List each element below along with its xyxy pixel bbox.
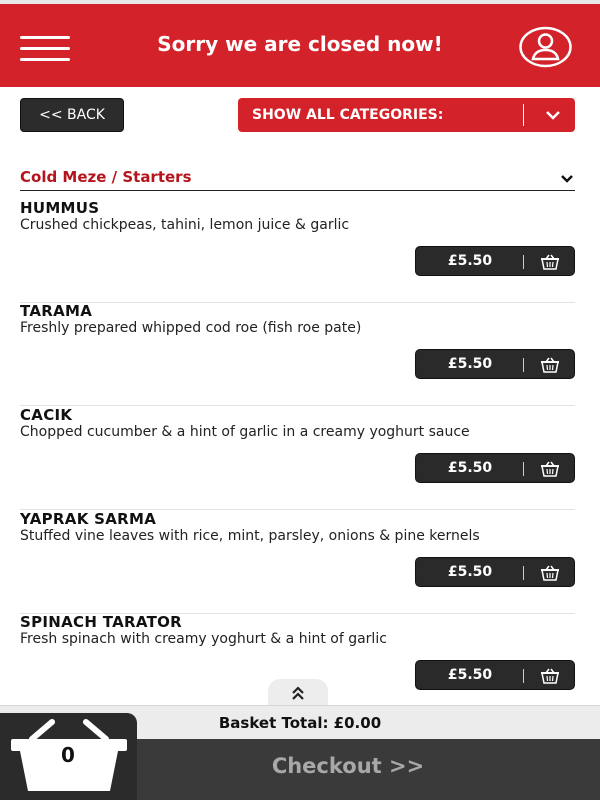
menu-item-name: YAPRAK SARMA [20, 510, 157, 528]
menu-item-description: Crushed chickpeas, tahini, lemon juice & garlic [20, 217, 350, 233]
basket-widget[interactable] [0, 713, 137, 800]
category-section-header[interactable] [20, 166, 575, 191]
dropdown-divider [523, 104, 524, 126]
basket-icon [540, 357, 560, 373]
menu-item-price: £5.50 [447, 356, 493, 372]
chevron-down-icon [559, 170, 575, 186]
add-to-basket-button[interactable] [415, 349, 575, 379]
menu-item-price: £5.50 [447, 253, 493, 269]
menu-item [20, 302, 575, 406]
basket-icon [540, 461, 560, 477]
menu-item-description: Fresh spinach with creamy yoghurt & a hint of garlic [20, 631, 387, 647]
basket-total: Basket Total: £0.00 [218, 714, 382, 732]
basket-icon [540, 565, 560, 581]
basket-icon [540, 668, 560, 684]
menu-item [20, 510, 575, 614]
header-bar [0, 0, 600, 87]
menu-item-description: Chopped cucumber & a hint of garlic in a creamy yoghurt sauce [20, 424, 470, 440]
menu-item [20, 406, 575, 510]
menu-item-name: TARAMA [20, 302, 93, 320]
price-divider [523, 462, 524, 476]
menu-item-description: Stuffed vine leaves with rice, mint, parsley, onions & pine kernels [20, 528, 480, 544]
add-to-basket-button[interactable] [415, 246, 575, 276]
add-to-basket-button[interactable] [415, 557, 575, 587]
checkout-label-text: Checkout >> [271, 754, 425, 778]
category-dropdown[interactable] [238, 98, 575, 132]
add-to-basket-button[interactable] [415, 453, 575, 483]
chevron-down-icon [541, 98, 565, 132]
page-title: Sorry we are closed now! [157, 32, 443, 56]
price-divider [523, 255, 524, 269]
price-divider [523, 566, 524, 580]
price-divider [523, 669, 524, 683]
price-divider [523, 358, 524, 372]
double-chevron-up-icon [290, 685, 306, 701]
back-button[interactable]: << BACK [20, 98, 124, 132]
user-account-icon[interactable] [518, 26, 573, 68]
add-to-basket-button[interactable] [415, 660, 575, 690]
menu-item [20, 199, 575, 303]
menu-item-price: £5.50 [447, 460, 493, 476]
basket-icon [540, 254, 560, 270]
menu-item-name: SPINACH TARATOR [20, 613, 183, 631]
basket-item-count: 0 [61, 743, 75, 767]
menu-item-price: £5.50 [447, 564, 493, 580]
menu-item-price: £5.50 [447, 667, 493, 683]
toolbar [0, 98, 600, 134]
menu-item-description: Freshly prepared whipped cod roe (fish roe pate) [20, 320, 362, 336]
category-dropdown-label: SHOW ALL CATEGORIES: [252, 107, 444, 123]
menu-item-name: CACIK [20, 406, 73, 424]
menu-item-name: HUMMUS [20, 199, 100, 217]
category-section-title: Cold Meze / Starters [20, 168, 192, 186]
